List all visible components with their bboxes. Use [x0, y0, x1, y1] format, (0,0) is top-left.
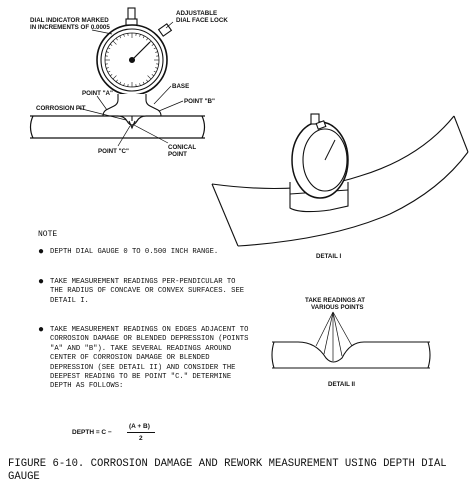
label-base: BASE	[172, 83, 190, 90]
formula-denominator: 2	[139, 435, 143, 442]
label-conical-2: POINT	[168, 151, 187, 158]
label-take-readings-2: VARIOUS POINTS	[311, 304, 364, 311]
note-bullet-1-text: DEPTH DIAL GAUGE 0 TO 0.500 INCH RANGE.	[50, 248, 219, 256]
formula-lhs: DEPTH = C −	[72, 429, 112, 436]
bullet-dot: ●	[38, 277, 45, 288]
label-point-c: POINT "C"	[98, 148, 129, 155]
note-bullet-1	[38, 248, 248, 270]
note-bullet-2-text: TAKE MEASUREMENT READINGS PER-PENDICULAR TO THE RADIUS OF CONCAVE OR CONVEX SURFACES. SEE DETAIL I.	[50, 278, 245, 305]
note-bullet-3	[38, 326, 248, 418]
label-point-a: POINT "A"	[82, 90, 113, 97]
note-title: NOTE	[38, 230, 58, 239]
label-take-readings-1: TAKE READINGS AT	[305, 297, 366, 304]
detail-2-drawing	[272, 312, 430, 368]
formula-fraction-bar	[127, 432, 155, 433]
formula-numerator: (A + B)	[129, 423, 150, 430]
bullet-dot: ●	[38, 325, 45, 336]
label-detail-1: DETAIL I	[316, 253, 342, 260]
label-corrosion-pit: CORROSION PIT	[36, 105, 86, 112]
label-adjustable-1: ADJUSTABLE	[176, 10, 218, 17]
label-detail-2: DETAIL II	[328, 381, 355, 388]
bullet-dot: ●	[38, 247, 45, 258]
label-adjustable-2: DIAL FACE LOCK	[176, 17, 228, 24]
note-bullet-2	[38, 278, 248, 320]
label-conical-1: CONICAL	[168, 144, 197, 151]
label-dial-indicator-1: DIAL INDICATOR MARKED	[30, 17, 109, 24]
label-dial-indicator-2: IN INCREMENTS OF 0.0005	[30, 24, 110, 31]
surface-plate	[30, 116, 205, 138]
figure-caption: FIGURE 6-10. CORROSION DAMAGE AND REWORK MEASUREMENT USING DEPTH DIAL GAUGE	[8, 458, 447, 483]
label-point-b: POINT "B"	[184, 98, 215, 105]
detail-1-drawing	[212, 114, 468, 246]
note-bullet-3-text: TAKE MEASUREMENT READINGS ON EDGES ADJACENT TO CORROSION DAMAGE OR BLENDED DEPRESSION (POINTS "A" AND "B"). TAKE SEVERAL READINGS AROUND CENTER OF CORROSION DAMAGE OR BLENDED DEPRESSION (SEE DETAIL II) AND CONSIDER THE DEEPEST READING TO BE POINT "C." DETERMINE DEPTH AS FOLLOWS:	[50, 326, 249, 391]
